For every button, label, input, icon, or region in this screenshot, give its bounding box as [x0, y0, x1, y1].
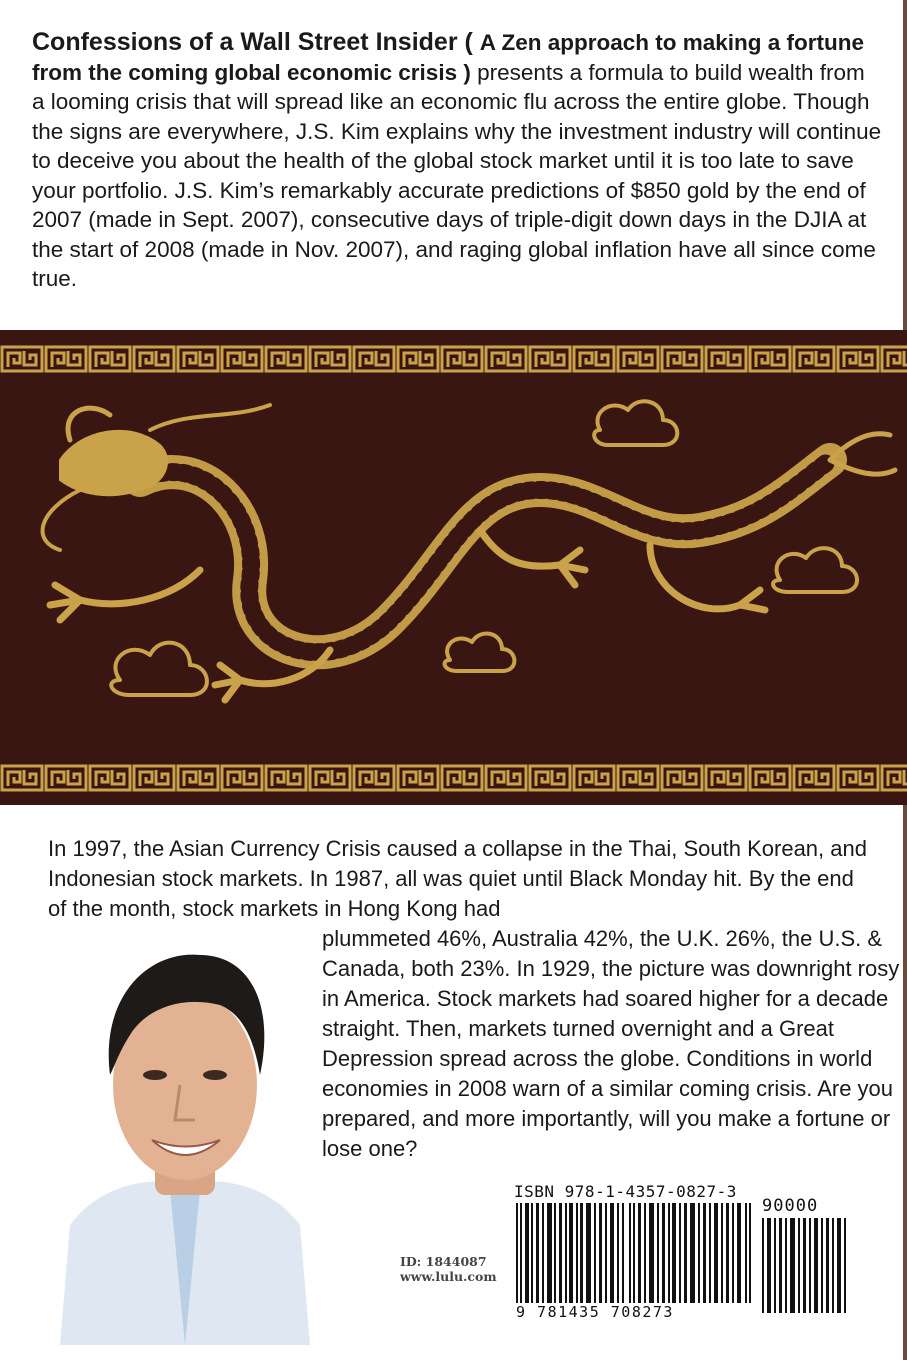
dragon-icon [0, 390, 907, 750]
bottom-blurb-para1: In 1997, the Asian Currency Crisis caused a collapse in the Thai, South Korean, and Indonesian stock markets. In 1987, all was quiet until Black Monday hit. By the end of the month, stock markets in Hong Kong had [48, 836, 867, 921]
bottom-blurb-para2: plummeted 46%, Australia 42%, the U.K. 26%, the U.S. & Canada, both 23%. In 1929, the picture was downright rosy in America. Stock markets had soared higher for a decade straight. Then, markets turned overnight and a Great Depression spread across the globe. Conditions in world economies in 2008 warn of a similar coming crisis. Are you prepared, and more importantly, will you make a fortune or lose one? [322, 926, 900, 1161]
barcode-digits: 9 781435 708273 [514, 1303, 754, 1321]
book-title: Confessions of a Wall Street Insider ( [32, 28, 480, 56]
isbn-barcode [514, 1203, 754, 1313]
author-portrait [60, 935, 310, 1345]
price-code: 90000 [762, 1196, 819, 1216]
isbn-label: ISBN 978-1-4357-0827-3 [514, 1182, 737, 1201]
price-barcode [760, 1218, 848, 1313]
greek-key-border-top [0, 345, 907, 373]
publisher-id: ID: 1844087 [400, 1254, 487, 1269]
greek-key-border-bottom [0, 764, 907, 792]
publisher-info [400, 1254, 520, 1284]
top-blurb [32, 28, 882, 294]
top-blurb-body: presents a formula to build wealth from a looming crisis that will spread like an economic flu across the entire globe. Though the signs are everywhere, J.S. Kim explains why the investment industry will continue to deceive you about the health of the global stock market until it is too late to save your portfolio. J.S. Kim’s remarkably accurate predictions of $850 gold by the end of 2007 (made in Sept. 2007), consecutive days of triple-digit down days in the DJIA at the start of 2008 (made in Nov. 2007), and raging global inflation have all since come true. [32, 59, 882, 291]
book-subtitle: A Zen approach to making a fortune from the coming global economic crisis ) [32, 30, 864, 85]
publisher-url: www.lulu.com [400, 1269, 497, 1284]
